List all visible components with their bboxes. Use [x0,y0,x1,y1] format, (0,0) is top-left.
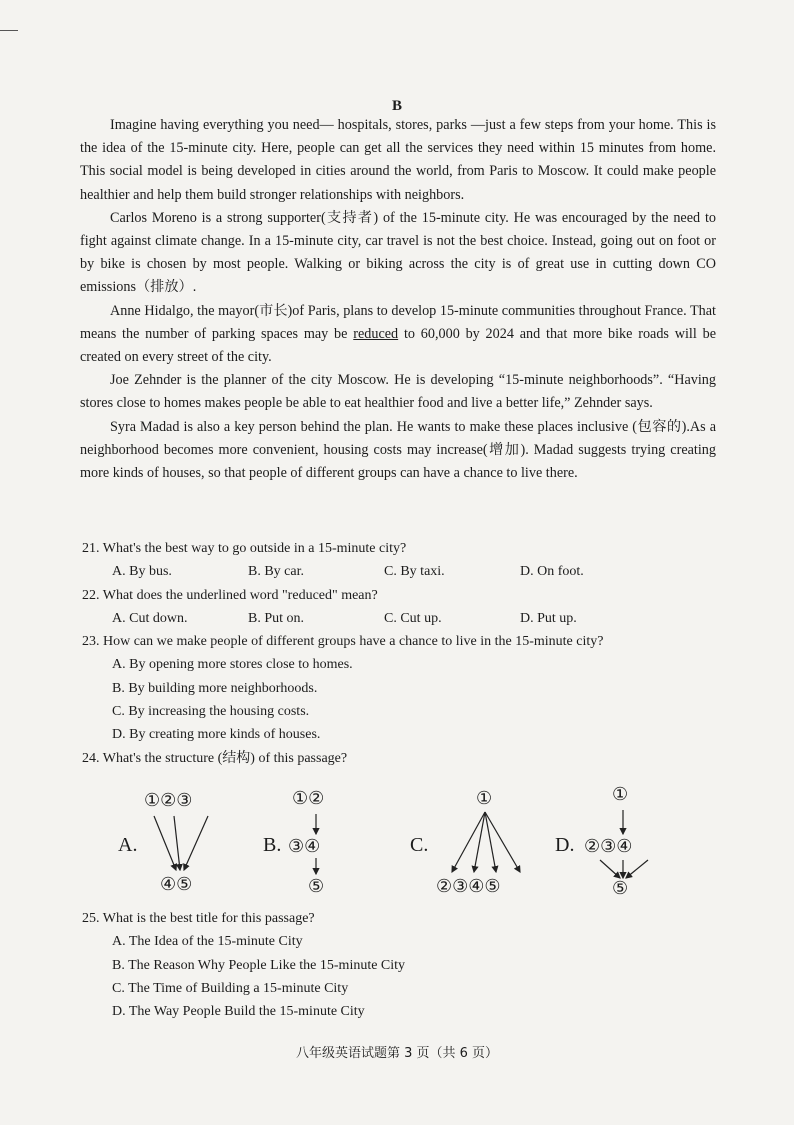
page-footer: 八年级英语试题第 3 页（共 6 页） [295,1046,499,1061]
q23-option-c[interactable]: C. By increasing the housing costs. [112,704,310,720]
diagram-d-arrows [588,808,668,884]
reading-passage [80,114,716,485]
diagram-b-bottom: ⑤ [308,876,325,897]
q21-option-c[interactable]: C. By taxi. [384,564,445,580]
q22-option-a[interactable]: A. Cut down. [112,610,188,626]
diagram-b-top: ①② [292,788,325,809]
diagram-a-letter: A. [118,834,138,856]
page-edge-mark [0,30,18,31]
underlined-word: reduced [353,325,399,342]
paragraph-3-after: to 60,000 by 2024 and that more bike roads will be created on every street of the city. [80,325,716,366]
q25-option-c[interactable]: C. The Time of Building a 15-minute City [112,980,349,996]
question-24-stem: 24. What's the structure (结构) of this passage? [82,750,348,766]
diagram-d-letter: D. [555,834,575,856]
q21-option-d[interactable]: D. On foot. [520,564,584,580]
diagram-c-top: ① [476,788,493,809]
paragraph-4: Joe Zehnder is the planner of the city Moscow. He is developing “15-minute neighborhoods”. “Having stores close to homes makes people be able to eat healthier food and live a better life,” Zehnder says. [80,372,716,412]
diagram-a-arrows [140,812,230,876]
diagram-a-bottom: ④⑤ [160,874,193,895]
diagram-c-letter: C. [410,834,429,856]
paragraph-3-before: Anne Hidalgo, the mayor(市长)of Paris, plans to develop 15-minute communities throughout France. That means the number of parking spaces may be [80,302,716,342]
q22-option-c[interactable]: C. Cut up. [384,610,442,626]
q25-option-d[interactable]: D. The Way People Build the 15-minute City [112,1004,365,1020]
diagram-b-letter: B. [263,834,282,856]
questions-block [82,537,722,770]
diagram-c-bottom: ②③④⑤ [436,876,501,897]
q22-option-d[interactable]: D. Put up. [520,610,577,626]
structure-diagrams [100,782,700,906]
q21-option-b[interactable]: B. By car. [248,564,304,580]
q25-option-b[interactable]: B. The Reason Why People Like the 15-minute City [112,957,406,973]
question-23-stem: 23. How can we make people of different groups have a chance to live in the 15-minute city? [82,634,604,650]
diagram-c-arrows [440,810,540,880]
question-22-stem: 22. What does the underlined word "reduced" mean? [82,587,378,603]
q25-option-a[interactable]: A. The Idea of the 15-minute City [112,934,303,950]
diagram-d-middle: ②③④ [584,836,633,857]
q23-option-d[interactable]: D. By creating more kinds of houses. [112,727,321,743]
section-label: B [391,98,402,114]
paragraph-3 [80,300,716,370]
diagram-d-top: ① [612,784,629,805]
question-21-stem: 21. What's the best way to go outside in a 15-minute city? [82,541,407,556]
diagram-a-top: ①②③ [144,790,193,811]
q21-option-a[interactable]: A. By bus. [112,564,172,580]
paragraph-5: Syra Madad is also a key person behind the plan. He wants to make these places inclusive (包容的).As a neighborhood becomes more convenient, housing costs may increase(增加). Madad suggests trying creating more kinds of houses, so that people of different groups can have a chance to live there. [80,418,716,482]
q22-option-b[interactable]: B. Put on. [248,610,305,626]
diagram-b-middle: ③④ [288,836,321,857]
diagram-d-bottom: ⑤ [612,878,629,899]
question-25-block [82,907,722,1023]
paragraph-1: Imagine having everything you need— hospitals, stores, parks —just a few steps from your home. This is the idea of the 15-minute city. Here, people can get all the services they need within 15 minutes from home. This social model is being developed in cities around the world, from Paris to Moscow. It could make people healthier and help them build stronger relationships with neighbors. [80,117,716,203]
question-25-stem: 25. What is the best title for this passage? [82,911,315,926]
question-21-options [82,560,722,583]
diagram-b-arrows [308,812,328,882]
question-22-options [82,607,722,630]
q23-option-b[interactable]: B. By building more neighborhoods. [112,680,318,696]
q23-option-a[interactable]: A. By opening more stores close to homes. [112,657,353,673]
paragraph-2: Carlos Moreno is a strong supporter(支持者) of the 15-minute city. He was encouraged by the need to fight against climate change. In a 15-minute city, car travel is not the best choice. Instead, going out on foot or by bike is chosen by most people. Walking or biking across the city is of great use in cutting down CO emissions（排放）. [80,209,716,296]
